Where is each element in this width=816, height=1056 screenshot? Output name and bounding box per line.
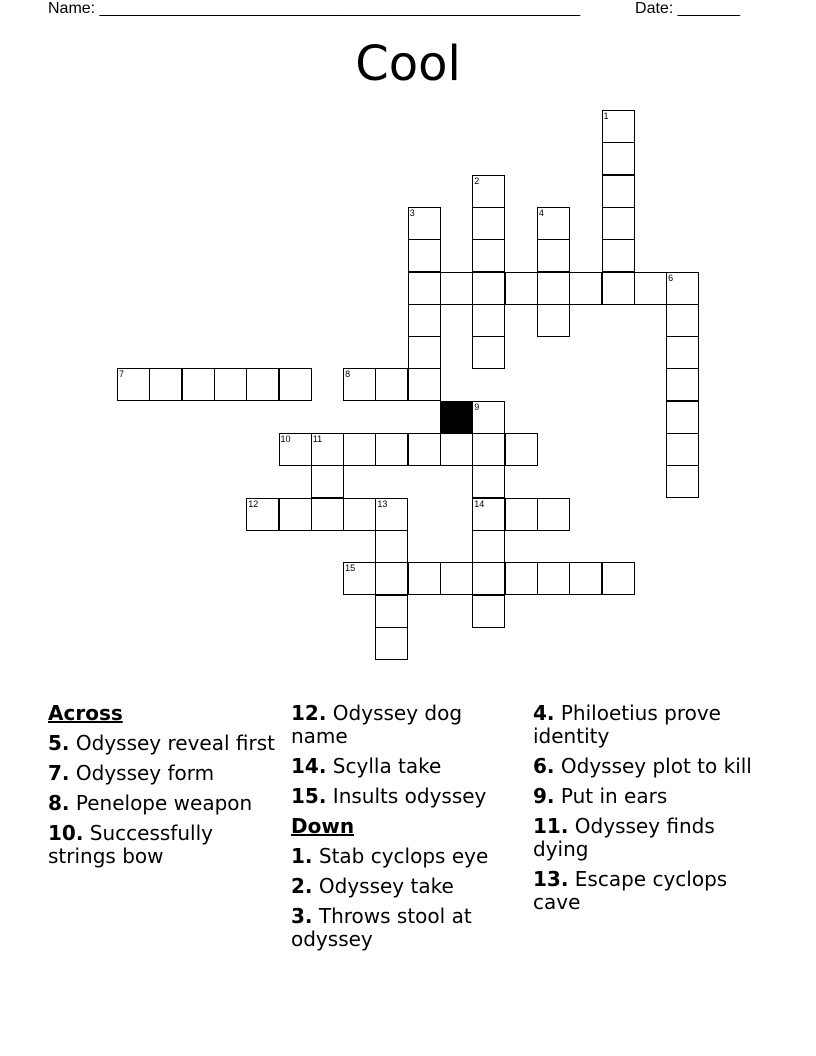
name-field-label: Name: ______________________________________________________ [48,0,581,17]
clue-text: Insults odyssey [332,784,487,808]
clue-text: Throws stool at odyssey [291,904,472,951]
grid-cell[interactable] [472,595,505,628]
clue-text: Scylla take [332,754,442,778]
grid-cell[interactable] [666,368,699,401]
clue-down-2 [291,875,523,898]
cell-number: 7 [119,369,125,380]
clue-text: Escape cyclops cave [533,867,728,914]
date-field-label: Date: _______ [635,0,740,17]
grid-cell[interactable] [375,595,408,628]
grid-cell[interactable] [343,368,376,401]
cell-number: 6 [668,272,674,283]
clue-across-15 [291,785,523,808]
clue-text: Odyssey form [75,761,215,785]
clue-across-7 [48,762,280,785]
clue-across-8 [48,792,280,815]
cell-number: 10 [280,434,291,444]
grid-cell[interactable] [505,498,538,531]
grid-cell[interactable] [375,627,408,660]
grid-cell[interactable] [311,465,344,498]
across-heading: Across [48,701,123,725]
grid-cell[interactable] [666,465,699,498]
clue-number: 6. [533,754,555,778]
clue-down-3 [291,905,523,951]
grid-cell[interactable] [569,272,602,305]
grid-cell[interactable] [375,498,408,531]
black-cell [440,401,473,434]
grid-cell[interactable] [602,239,635,272]
clue-number: 15. [291,784,327,808]
grid-cell[interactable] [182,368,215,401]
down-heading: Down [291,814,355,838]
grid-cell[interactable] [505,562,538,595]
clue-text: Stab cyclops eye [318,844,489,868]
grid-cell[interactable] [408,433,441,466]
clue-text: Successfully strings bow [48,821,213,868]
clue-text: Put in ears [560,784,668,808]
grid-cell[interactable] [408,272,441,305]
grid-cell[interactable] [505,272,538,305]
grid-cell[interactable] [440,562,473,595]
clue-down-11 [533,815,765,861]
grid-cell[interactable] [408,562,441,595]
grid-cell[interactable] [472,175,505,208]
cell-number: 15 [345,563,356,574]
grid-cell[interactable] [343,498,376,531]
clues-column-3 [533,702,765,921]
clue-number: 12. [291,701,327,725]
grid-cell[interactable] [537,498,570,531]
grid-cell[interactable] [666,304,699,337]
grid-cell[interactable] [440,433,473,466]
grid-cell[interactable] [440,272,473,305]
grid-cell[interactable] [602,142,635,175]
grid-cell[interactable] [408,336,441,369]
clue-across-14 [291,755,523,778]
grid-cell[interactable] [279,368,312,401]
cell-number: 9 [474,401,480,412]
grid-cell[interactable] [214,368,247,401]
clues-column-1 [48,702,280,875]
clue-down-6 [533,755,765,778]
clue-text: Odyssey dog name [291,701,463,748]
clue-text: Odyssey reveal first [75,731,275,755]
grid-cell[interactable] [472,272,505,305]
grid-cell[interactable] [375,368,408,401]
grid-cell[interactable] [408,304,441,337]
cell-number: 11 [312,434,323,444]
clue-across-5 [48,732,280,755]
grid-cell[interactable] [602,175,635,208]
clue-number: 3. [291,904,313,928]
clue-text: Odyssey take [318,874,454,898]
clue-number: 4. [533,701,555,725]
clue-number: 7. [48,761,70,785]
grid-cell[interactable] [472,401,505,434]
clue-number: 11. [533,814,569,838]
grid-cell[interactable] [472,530,505,563]
grid-cell[interactable] [375,562,408,595]
grid-cell[interactable] [537,207,570,240]
grid-cell[interactable] [343,562,376,595]
grid-cell[interactable] [602,272,635,305]
grid-cell[interactable] [279,498,312,531]
clue-text: Penelope weapon [75,791,253,815]
grid-cell[interactable] [375,530,408,563]
grid-cell[interactable] [279,433,312,466]
grid-cell[interactable] [311,433,344,466]
clue-text: Philoetius prove identity [533,701,721,748]
clue-down-1 [291,845,523,868]
clue-down-9 [533,785,765,808]
grid-cell[interactable] [472,304,505,337]
grid-cell[interactable] [343,433,376,466]
grid-cell[interactable] [537,239,570,272]
grid-cell[interactable] [537,272,570,305]
grid-cell[interactable] [602,110,635,143]
clue-text: Odyssey plot to kill [560,754,752,778]
cell-number: 8 [345,369,351,380]
grid-cell[interactable] [505,433,538,466]
grid-cell[interactable] [311,498,344,531]
cell-number: 4 [538,207,544,218]
grid-cell[interactable] [666,401,699,434]
clue-number: 2. [291,874,313,898]
puzzle-title: Cool [355,36,461,92]
grid-cell[interactable] [408,239,441,272]
grid-cell[interactable] [537,562,570,595]
cell-number: 1 [603,111,609,121]
clue-number: 5. [48,731,70,755]
cell-number: 12 [248,498,259,509]
grid-cell[interactable] [149,368,182,401]
grid-cell[interactable] [472,562,505,595]
grid-cell[interactable] [246,368,279,401]
grid-cell[interactable] [634,272,667,305]
grid-cell[interactable] [666,272,699,305]
clue-across-12 [291,702,523,748]
cell-number: 14 [474,498,485,509]
clue-text: Odyssey finds dying [533,814,715,861]
grid-cell[interactable] [375,433,408,466]
clue-down-4 [533,702,765,748]
grid-cell[interactable] [117,368,150,401]
grid-cell[interactable] [408,207,441,240]
clue-number: 13. [533,867,569,891]
grid-cell[interactable] [472,465,505,498]
grid-cell[interactable] [472,433,505,466]
grid-cell[interactable] [537,304,570,337]
grid-cell[interactable] [602,562,635,595]
cell-number: 3 [409,207,415,218]
grid-cell[interactable] [602,207,635,240]
cell-number: 2 [474,175,480,186]
grid-cell[interactable] [472,336,505,369]
clue-number: 1. [291,844,313,868]
cell-number: 13 [377,498,388,509]
clue-number: 10. [48,821,84,845]
grid-cell[interactable] [472,207,505,240]
grid-cell[interactable] [666,433,699,466]
clues-column-2 [291,702,523,958]
grid-cell[interactable] [472,239,505,272]
grid-cell[interactable] [246,498,279,531]
grid-cell[interactable] [408,368,441,401]
clue-down-13 [533,868,765,914]
clue-number: 9. [533,784,555,808]
grid-cell[interactable] [666,336,699,369]
clue-number: 14. [291,754,327,778]
grid-cell[interactable] [569,562,602,595]
clue-across-10 [48,822,280,868]
grid-cell[interactable] [472,498,505,531]
clue-number: 8. [48,791,70,815]
